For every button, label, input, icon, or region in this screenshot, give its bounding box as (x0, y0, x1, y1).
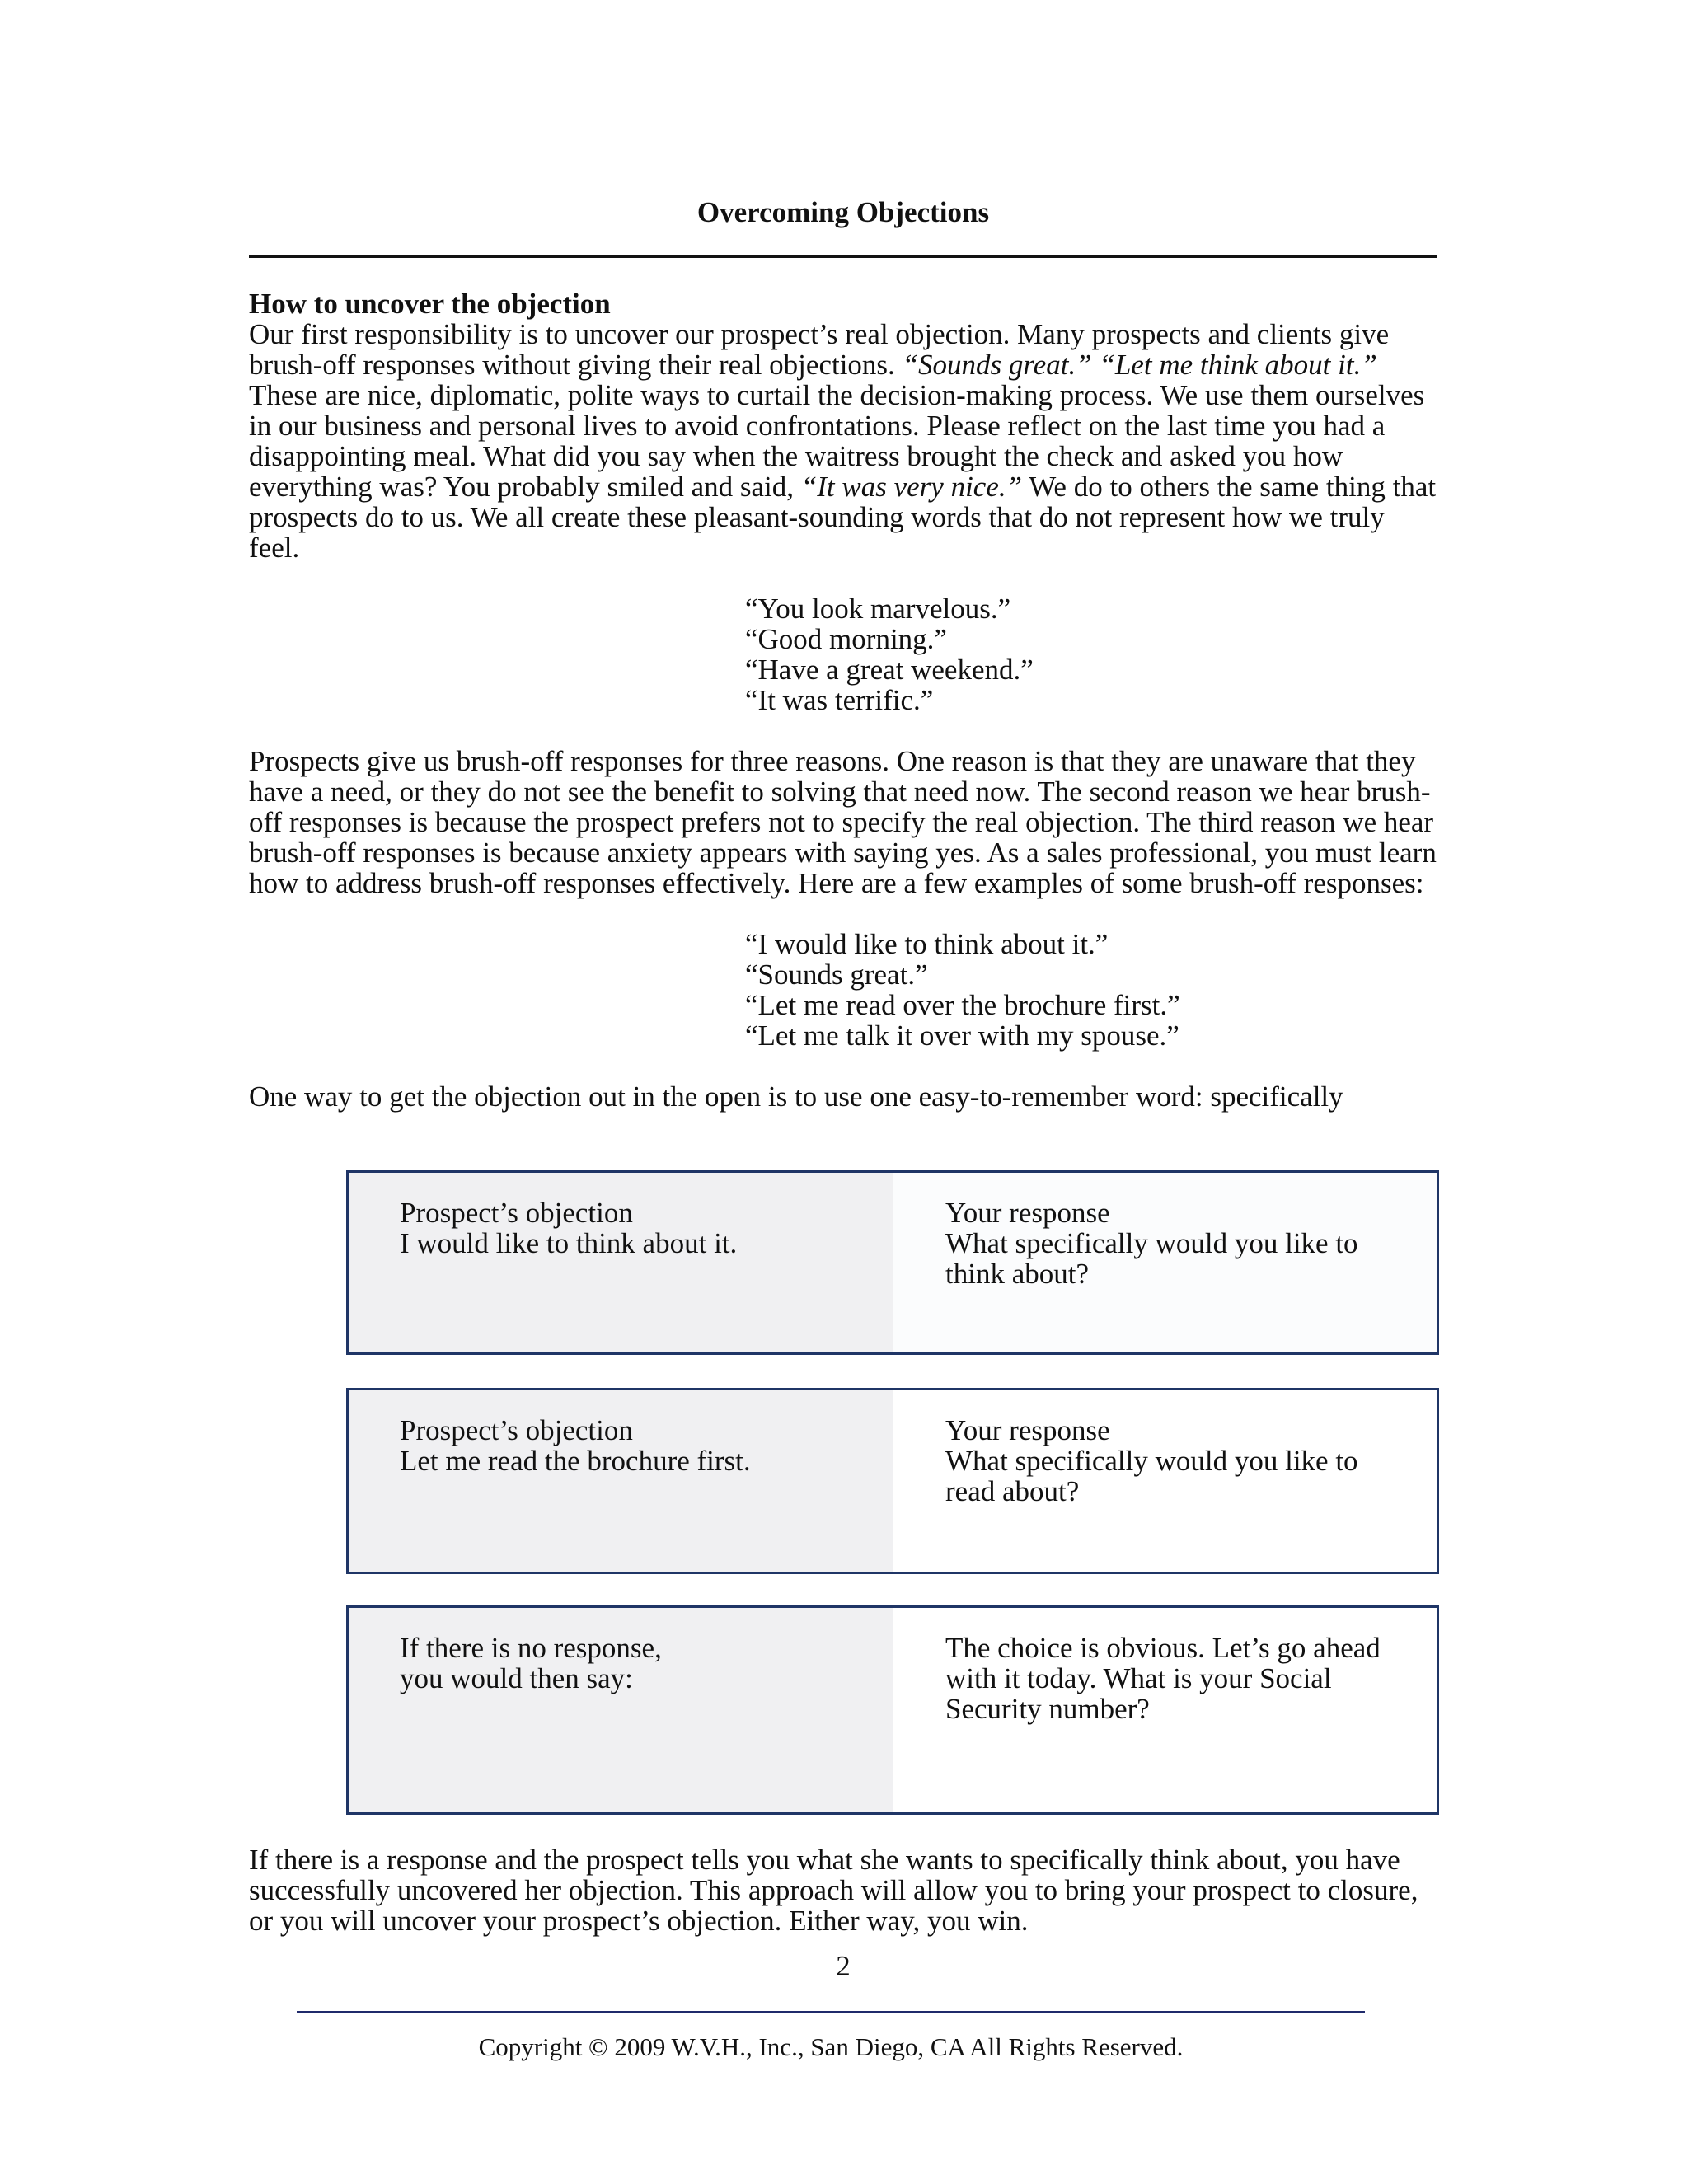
intro-quote-d: “It was very nice.” (800, 471, 1023, 503)
intro-paragraph (249, 319, 1437, 563)
no-response-text: you would then say: (400, 1662, 633, 1694)
main-content (249, 288, 1437, 1112)
footer-divider (297, 2011, 1365, 2013)
page-number: 2 (836, 1950, 851, 1982)
closing-response-text: Security number? (945, 1693, 1150, 1725)
response-text: What specifically would you like to (945, 1227, 1358, 1259)
intro-text-a: Our first responsibility is to uncover our prospect’s real objection. Many prospects and clients give brush-off responses without giving their real objections. (249, 318, 1390, 381)
list-item: “Let me talk it over with my spouse.” (745, 1019, 1179, 1052)
list-item: “Good morning.” (745, 623, 947, 655)
closing-response-cell (893, 1608, 1437, 1812)
section-heading: How to uncover the objection (249, 288, 611, 320)
objection-box-1 (346, 1170, 1439, 1355)
reasons-paragraph: Prospects give us brush-off responses for three reasons. One reason is that they are unaware that they have a need, or they do not see the benefit to solving that need now. The second reason we hear brush-off responses is because the prospect prefers not to specify the real objection. The third reason we hear brush-off responses is because anxiety appears with saying yes. As a sales professional, you must learn how to address brush-off responses effectively. Here are a few examples of some brush-off responses: (249, 745, 1437, 899)
objection-cell (349, 1390, 893, 1572)
closing-paragraph: If there is a response and the prospect tells you what she wants to specifically think about, you have successfully uncovered her objection. This approach will allow you to bring your prospect to closure, or you will uncover your prospect’s objection. Either way, you win. (249, 1844, 1418, 1937)
intro-text-c: These are nice, diplomatic, polite ways to curtail the decision-making process. We use them ourselves in our business and personal lives to avoid confrontations. Please reflect on the last time you had a disappointing meal. What did you say when the waitress brought the check and asked you how everything was? You probably smiled and said, (249, 379, 1425, 503)
list-item: “It was terrific.” (745, 684, 934, 716)
closing-response-text: The choice is obvious. Let’s go ahead (945, 1632, 1381, 1664)
list-item: “Sounds great.” (745, 958, 928, 991)
brush-off-list (249, 929, 1437, 1051)
title-divider (249, 255, 1437, 258)
no-response-cell (349, 1608, 893, 1812)
objection-box-3 (346, 1605, 1439, 1815)
objection-cell (349, 1173, 893, 1352)
objection-text: I would like to think about it. (400, 1227, 738, 1259)
list-item: “Let me read over the brochure first.” (745, 989, 1180, 1021)
objection-label: Prospect’s objection (400, 1197, 633, 1229)
response-label: Your response (945, 1414, 1110, 1446)
objection-label: Prospect’s objection (400, 1414, 633, 1446)
response-text: think about? (945, 1258, 1089, 1290)
response-cell (893, 1390, 1437, 1572)
closing-response-text: with it today. What is your Social (945, 1662, 1332, 1694)
list-item: “You look marvelous.” (745, 593, 1011, 625)
pleasant-phrases-list (249, 593, 1437, 715)
page-title: Overcoming Objections (696, 196, 990, 228)
objection-text: Let me read the brochure first. (400, 1445, 751, 1477)
specifically-paragraph: One way to get the objection out in the open is to use one easy-to-remember word: specifically (249, 1080, 1343, 1113)
response-text: What specifically would you like to (945, 1445, 1358, 1477)
no-response-text: If there is no response, (400, 1632, 662, 1664)
list-item: “Have a great weekend.” (745, 654, 1034, 686)
copyright-footer: Copyright © 2009 W.V.H., Inc., San Diego, CA All Rights Reserved. (478, 2032, 1184, 2061)
response-cell (893, 1173, 1437, 1352)
response-label: Your response (945, 1197, 1110, 1229)
intro-quote-b: “Sounds great.” “Let me think about it.” (902, 349, 1377, 381)
intro-text-e: We do to others the same thing that prospects do to us. We all create these pleasant-sounding words that do not represent how we truly feel. (249, 471, 1437, 564)
list-item: “I would like to think about it.” (745, 928, 1109, 960)
response-text: read about? (945, 1475, 1080, 1507)
objection-box-2 (346, 1388, 1439, 1574)
